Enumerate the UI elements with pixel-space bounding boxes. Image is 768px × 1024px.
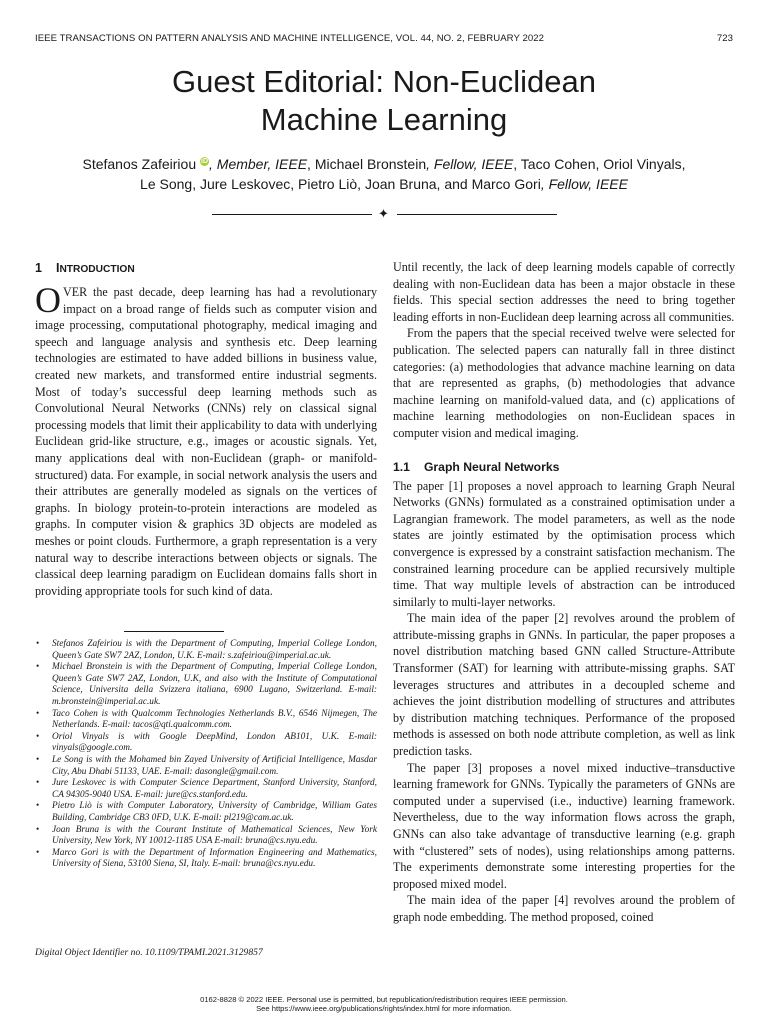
footnote-item: • Stefanos Zafeiriou is with the Department of Computing, Imperial College London, Queen’s Gate SW7 2AZ, London, U.K. E-mail: s.zafeiriou@imperial.ac.uk.	[35, 639, 377, 662]
section-title-rest: NTRODUCTION	[59, 264, 135, 275]
footnote-item: • Oriol Vinyals is with Google DeepMind, London AB101, U.K. E-mail: vinyals@google.com.	[35, 732, 377, 755]
footnote-rule	[124, 631, 224, 632]
footnote-item: • Michael Bronstein is with the Department of Computing, Imperial College London, Queen’s Gate SW7 2AZ, London, U.K, and also with the Institute of Computational Science, Universita della Svizzera italiana, 6900 Lugano, Switzerland. E-mail: m.bronstein@imperial.ac.uk.	[35, 662, 377, 708]
intro-paragraph-text: the past decade, deep learning has had a revolutionary impact on a broad range of fields such as computer vision and image processing, computational photography, medical imaging and speech and language analysis and synthesis etc. Deep learning technologies are estimated to have added billions in business value, created new markets, and transformed entire industrial segments. Most of today’s successful deep learning methods such as Convolutional Neural Networks (CNNs) rely on classical signal processing models that limit their applicability to data with underlying Euclidean grid-like structure, e.g., images or acoustic signals. Yet, many applications deal with non-Euclidean (graph- or manifold-structured) data. For example, in social network analysis the users and their attributes are generally modeled as signals on the vertices of graphs. In biology protein-to-protein interactions are modeled as graphs. In computer vision & graphics 3D objects are modeled as meshes or point clouds. Furthermore, a graph representation is a very natural way to describe interactions between objects or signals. The classical deep learning paradigm on Euclidean domains falls short in providing appropriate tools for such kind of data.	[35, 285, 377, 598]
author-2-role: , Fellow, IEEE	[426, 156, 514, 172]
last-author-role: , Fellow, IEEE	[540, 176, 628, 192]
author-2: , Michael Bronstein	[307, 156, 427, 172]
orcid-icon[interactable]: iD	[201, 158, 208, 166]
author-footnotes	[35, 639, 377, 871]
author-list	[40, 154, 728, 194]
intro-paragraph-1	[35, 280, 377, 599]
paper-title	[0, 63, 768, 139]
gnn-paragraph-1: The paper [1] proposes a novel approach to learning Graph Neural Networks (GNNs) formulated as a constrained optimisation under a Lagrangian framework. The model parameters, as well as the node states are jointly estimated by the optimisation process which convergence is expressed by a constraint satisfaction mechanism. The constrained learning procedure can be applied recursively multiple time. That way multiple levels of abstraction can be introduced similarly to multi-layer networks.	[393, 478, 735, 609]
divider-ornament-icon: ✦	[378, 206, 389, 221]
copyright-line-1: 0162-8828 © 2022 IEEE. Personal use is permitted, but republication/redistribution requires IEEE permission.	[200, 995, 568, 1004]
footnote-item: • Taco Cohen is with Qualcomm Technologies Netherlands B.V., 6546 Nijmegen, The Netherlands. E-mail: tacos@qti.qualcomm.com.	[35, 709, 377, 732]
footnote-item: • Joan Bruna is with the Courant Institute of Mathematical Sciences, New York University, New York, NY 10012-1185 USA E-mail: bruna@cs.nyu.edu.	[35, 825, 377, 848]
right-column	[393, 259, 735, 926]
left-column	[35, 259, 377, 599]
dropcap-letter: O	[35, 280, 61, 320]
subsection-number: 1.1	[393, 459, 410, 474]
right-paragraph-2: From the papers that the special received twelve were selected for publication. The selected papers can naturally fall in three distinct categories: (a) methodologies that advance machine learning on data that are represented as graphs, (b) methodologies that advance machine learning on manifold-valued data, and (c) applications of machine learning methodologies on non-Euclidean spaces in computer vision and medical imaging.	[393, 326, 735, 440]
author-1: Stefanos Zafeiriou	[82, 156, 197, 172]
divider-line-left	[212, 214, 372, 215]
footnote-item: • Marco Gori is with the Department of Information Engineering and Mathematics, University of Siena, 53100 Siena, SI, Italy. E-mail: bruna@cs.nyu.edu.	[35, 848, 377, 871]
journal-header: IEEE TRANSACTIONS ON PATTERN ANALYSIS AND MACHINE INTELLIGENCE, VOL. 44, NO. 2, FEBRUARY 2022	[35, 33, 544, 44]
authors-line-2: Le Song, Jure Leskovec, Pietro Liò, Joan Bruna, and Marco Gori	[140, 176, 541, 192]
doi-identifier: Digital Object Identifier no. 10.1109/TPAMI.2021.3129857	[35, 947, 263, 958]
authors-rest-line-1: , Taco Cohen, Oriol Vinyals,	[513, 156, 686, 172]
subsection-title: Graph Neural Networks	[423, 459, 560, 474]
smallcaps-lead: VER	[63, 285, 88, 299]
author-1-role: , Member, IEEE	[209, 156, 308, 172]
page-number: 723	[716, 33, 733, 44]
copyright-line-2: See https://www.ieee.org/publications/rights/index.html for more information.	[256, 1004, 512, 1014]
running-head	[35, 33, 733, 44]
divider-line-right	[397, 214, 557, 215]
footnote-item: • Jure Leskovec is with Computer Science Department, Stanford University, Stanford, CA 94305-9040 USA. E-mail: jure@cs.stanford.edu.	[35, 778, 377, 801]
gnn-paragraph-3: The paper [3] proposes a novel mixed inductive–transductive learning framework for GNNs. Typically the parameters of GNNs are computed under a supervised (i.e., inductive) learning framework. Nevertheless, due to the way information flows across the graph, GNNs can also take advantage of transductive learning (e.g. graph with “clustered” sets of nodes), using relationships among patterns. The experiments demonstrate some interesting properties for the proposed mixed model.	[393, 760, 735, 891]
subsection-heading-gnn	[393, 458, 735, 476]
footnote-item: • Le Song is with the Mohamed bin Zayed University of Artificial Intelligence, Masdar City, Abu Dhabi 51133, UAE. E-mail: dasongle@gmail.com.	[35, 755, 377, 778]
title-line-1: Guest Editorial: Non-Euclidean	[172, 64, 596, 99]
section-heading-introduction	[35, 259, 377, 279]
gnn-paragraph-4: The main idea of the paper [4] revolves around the problem of graph node embedding. The method proposed, coined	[393, 893, 735, 924]
section-title-first: I	[55, 261, 60, 275]
gnn-paragraph-2: The main idea of the paper [2] revolves around the problem of attribute-missing graphs in GNNs. In particular, the paper proposes a novel distribution matching based GNN called Structure-Attribute Transformer (SAT) for learning with attribute-missing graphs. SAT leverages structures and attributes in a decoupled scheme and achieves the joint distribution modelling of structures and attributes by distribution matching techniques. Performance of the proposed methods is assessed on both node attribute completion, as well as link prediction tasks.	[393, 611, 735, 759]
right-paragraph-1: Until recently, the lack of deep learning models capable of correctly dealing with non-Euclidean data has been a major obstacle in these fields. This special section addresses the need to bring together leading efforts in non-Euclidean deep learning across all communities.	[393, 260, 735, 324]
footnote-item: • Pietro Liò is with Computer Laboratory, University of Cambridge, William Gates Building, Cambridge CB3 0FD, U.K. E-mail: pl219@cam.ac.uk.	[35, 801, 377, 824]
title-line-2: Machine Learning	[260, 102, 508, 137]
section-number: 1	[35, 261, 42, 275]
title-divider	[212, 206, 557, 221]
copyright-notice	[0, 995, 768, 1013]
